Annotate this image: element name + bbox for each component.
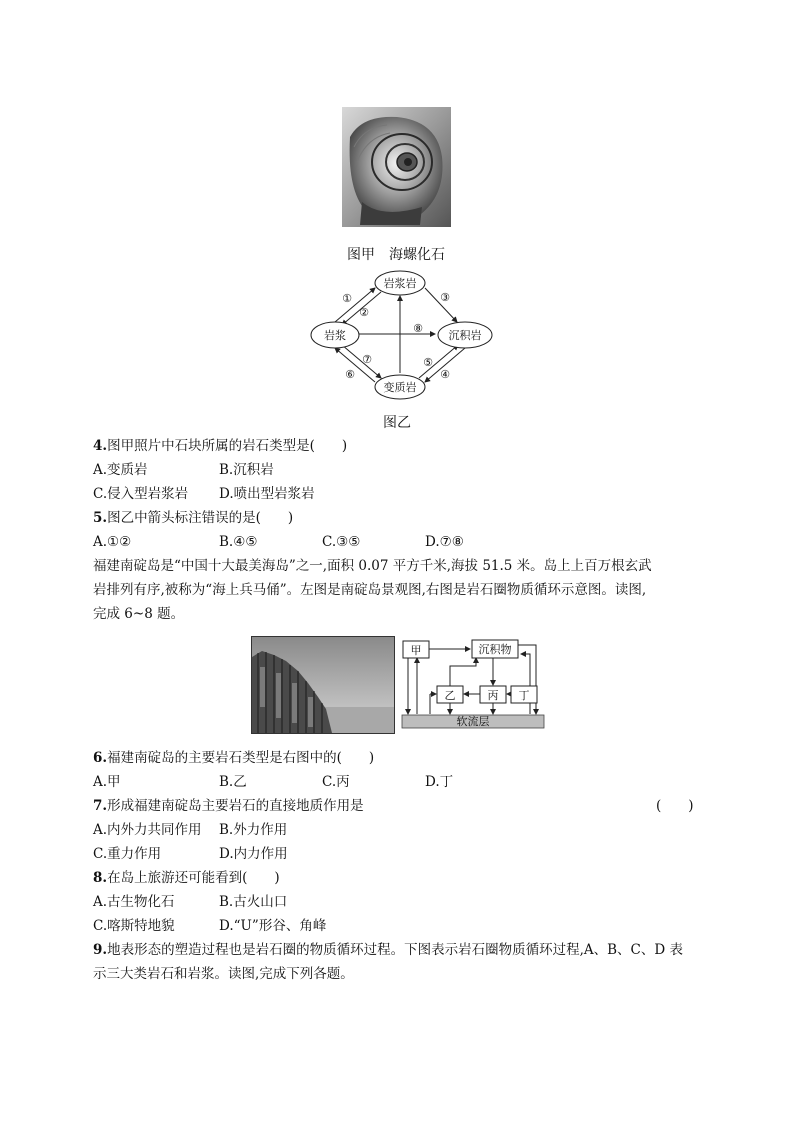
question-4-number: 4. — [93, 438, 108, 454]
arrow-label-6: ⑥ — [345, 368, 355, 381]
question-6 — [93, 749, 374, 767]
q5-option-a: A.①② — [93, 534, 132, 550]
arrow-label-7: ⑦ — [362, 353, 372, 366]
figure-b-caption: 图乙 — [383, 415, 411, 431]
rock-cycle-diagram — [305, 266, 495, 406]
q6-option-c: C.丙 — [322, 774, 350, 790]
q6-option-d: D.丁 — [425, 774, 454, 790]
q4-option-d: D.喷出型岩浆岩 — [219, 486, 315, 502]
ammonite-fossil-icon — [342, 107, 451, 227]
question-7-paren: ( ) — [656, 798, 694, 814]
box-yi-label: 乙 — [444, 689, 456, 702]
q7-option-c: C.重力作用 — [93, 846, 162, 862]
passage-line-3: 完成 6~8 题。 — [93, 606, 185, 622]
arrow-label-8: ⑧ — [413, 322, 423, 335]
arrow-label-2: ② — [359, 306, 369, 319]
basalt-columns-icon — [252, 637, 394, 733]
arrow-label-5: ⑤ — [423, 356, 433, 369]
asthenosphere-label: 软流层 — [456, 715, 490, 728]
q5-option-b: B.④⑤ — [219, 534, 258, 550]
lithosphere-cycle-diagram — [400, 636, 548, 732]
box-jia-label: 甲 — [410, 644, 422, 657]
question-9-line-1: 地表形态的塑造过程也是岩石圈的物质循环过程。下图表示岩石圈物质循环过程,A、B、C、D 表 — [107, 942, 683, 958]
question-5-stem: 图乙中箭头标注错误的是( ) — [107, 510, 294, 526]
q7-option-d: D.内力作用 — [219, 846, 288, 862]
question-8 — [93, 869, 280, 887]
node-right-label: 沉积岩 — [448, 329, 482, 342]
question-8-stem: 在岛上旅游还可能看到( ) — [107, 870, 280, 886]
fossil-photo — [342, 107, 451, 227]
q4-option-a: A.变质岩 — [93, 462, 148, 478]
q4-option-c: C.侵入型岩浆岩 — [93, 486, 189, 502]
arrow-label-3: ③ — [440, 291, 450, 304]
question-5 — [93, 509, 293, 527]
q6-option-b: B.乙 — [219, 774, 247, 790]
basalt-photo — [251, 636, 395, 734]
box-sediment-label: 沉积物 — [478, 643, 512, 656]
q7-option-b: B.外力作用 — [219, 822, 288, 838]
arrow-label-1: ① — [342, 292, 352, 305]
question-4 — [93, 437, 347, 455]
figure-a-caption: 图甲 海螺化石 — [347, 247, 445, 263]
question-5-number: 5. — [93, 510, 108, 526]
node-bottom-label: 变质岩 — [383, 381, 417, 394]
node-top-label: 岩浆岩 — [383, 277, 417, 290]
q5-option-d: D.⑦⑧ — [425, 534, 464, 550]
passage-line-1: 福建南碇岛是“中国十大最美海岛”之一,面积 0.07 平方千米,海拔 51.5 米。岛上上百万根玄武 — [93, 558, 652, 574]
question-7 — [93, 797, 364, 815]
box-bing-label: 丙 — [487, 689, 499, 702]
q6-option-a: A.甲 — [93, 774, 121, 790]
q8-option-a: A.古生物化石 — [93, 894, 175, 910]
question-8-number: 8. — [93, 870, 108, 886]
question-6-stem: 福建南碇岛的主要岩石类型是右图中的( ) — [107, 750, 375, 766]
question-4-stem: 图甲照片中石块所属的岩石类型是( ) — [107, 438, 348, 454]
passage-line-2: 岩排列有序,被称为“海上兵马俑”。左图是南碇岛景观图,右图是岩石圈物质循环示意图。读图, — [93, 582, 647, 598]
q8-option-d: D.“U”形谷、角峰 — [219, 918, 327, 934]
question-9 — [93, 941, 683, 959]
question-9-line-2: 示三大类岩石和岩浆。读图,完成下列各题。 — [93, 966, 354, 982]
q4-option-b: B.沉积岩 — [219, 462, 274, 478]
box-ding-label: 丁 — [518, 689, 530, 702]
arrow-label-4: ④ — [440, 368, 450, 381]
question-7-stem: 形成福建南碇岛主要岩石的直接地质作用是 — [107, 798, 364, 814]
q5-option-c: C.③⑤ — [322, 534, 361, 550]
question-9-number: 9. — [93, 942, 108, 958]
question-7-number: 7. — [93, 798, 108, 814]
question-6-number: 6. — [93, 750, 108, 766]
q8-option-c: C.喀斯特地貌 — [93, 918, 175, 934]
node-left-label: 岩浆 — [324, 329, 346, 342]
q7-option-a: A.内外力共同作用 — [93, 822, 202, 838]
q8-option-b: B.古火山口 — [219, 894, 288, 910]
